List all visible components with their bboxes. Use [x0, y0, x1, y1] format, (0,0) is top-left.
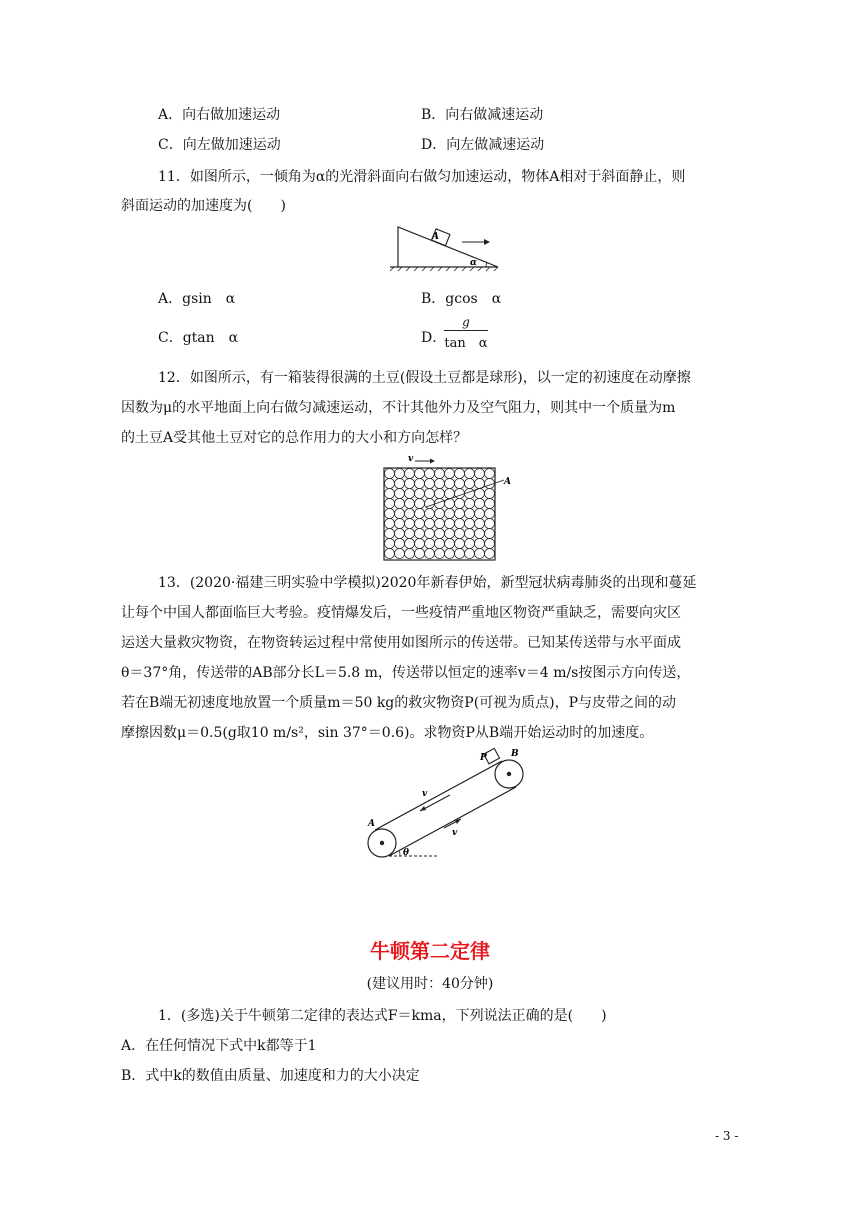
conveyor-theta-label: θ	[403, 848, 410, 858]
q13-stem-line6: 摩擦因数μ＝0.5(g取10 m/s²，sin 37°＝0.6)。求物资P从B端开始运动时的加速度。	[121, 725, 654, 741]
fraction-denominator: tan α	[444, 336, 488, 351]
q10-option-a: A．向右做加速运动	[158, 107, 281, 123]
potato-box-diagram	[378, 451, 518, 565]
conveyor-a-label: A	[368, 819, 375, 829]
conveyor-p-label: P	[480, 753, 487, 763]
q12-stem-line2: 因数为μ的水平地面上向右做匀减速运动，不计其他外力及空气阻力，则其中一个质量为m	[121, 400, 676, 416]
q10-option-c: C．向左做加速运动	[158, 137, 281, 153]
section-q1-option-a: A．在任何情况下式中k都等于1	[121, 1038, 317, 1054]
q13-stem-line4: θ＝37°角，传送带的AB部分长L＝5.8 m，传送带以恒定的速率v＝4 m/s按图示方向传送，	[121, 665, 691, 681]
q11-stem-line1: 11．如图所示，一倾角为α的光滑斜面向右做匀加速运动，物体A相对于斜面静止，则	[158, 169, 686, 185]
velocity-label: v	[408, 454, 414, 464]
fraction-numerator: g	[462, 315, 470, 329]
q11-option-d-prefix: D．	[421, 330, 447, 346]
q11-stem-line2: 斜面运动的加速度为( )	[121, 198, 286, 214]
section-title: 牛顿第二定律	[370, 939, 490, 963]
q11-option-a: A．gsin α	[158, 291, 236, 307]
incline-diagram	[388, 222, 502, 272]
q11-option-c: C．gtan α	[158, 330, 239, 346]
page-number: - 3 -	[715, 1129, 739, 1143]
q12-stem-line1: 12．如图所示，有一箱装得很满的土豆(假设土豆都是球形)，以一定的初速度在动摩擦	[158, 370, 691, 386]
incline-block-label: A	[432, 232, 439, 242]
lower-belt-velocity-label: v	[452, 828, 458, 838]
incline-angle-label: α	[470, 258, 477, 268]
q10-option-d: D．向左做减速运动	[421, 137, 545, 153]
section-subtitle: (建议用时：40分钟)	[366, 976, 494, 992]
section-q1-option-b: B．式中k的数值由质量、加速度和力的大小决定	[121, 1068, 420, 1084]
q13-stem-line1: 13．(2020·福建三明实验中学模拟)2020年新春伊始，新型冠状病毒肺炎的出现和蔓延	[158, 575, 697, 591]
q10-option-b: B．向右做减速运动	[421, 107, 544, 123]
fraction-bar	[444, 330, 488, 331]
q11-option-d-fraction	[440, 315, 492, 351]
q11-option-b: B．gcos α	[421, 291, 502, 307]
upper-belt-velocity-label: v	[422, 789, 428, 799]
q13-stem-line2: 让每个中国人都面临巨大考验。疫情爆发后，一些疫情严重地区物资严重缺乏，需要向灾区	[121, 605, 681, 621]
q13-stem-line3: 运送大量救灾物资，在物资转运过程中常使用如图所示的传送带。已知某传送带与水平面成	[121, 635, 681, 651]
conveyor-belt-diagram	[362, 744, 534, 862]
q13-stem-line5: 若在B端无初速度地放置一个质量m＝50 kg的救灾物资P(可视为质点)，P与皮带之间的动	[121, 695, 677, 711]
section-q1-stem: 1．(多选)关于牛顿第二定律的表达式F＝kma，下列说法正确的是( )	[158, 1008, 607, 1024]
conveyor-b-label: B	[511, 749, 519, 759]
potato-a-label: A	[504, 477, 511, 487]
q12-stem-line3: 的土豆A受其他土豆对它的总作用力的大小和方向怎样？	[121, 430, 468, 446]
